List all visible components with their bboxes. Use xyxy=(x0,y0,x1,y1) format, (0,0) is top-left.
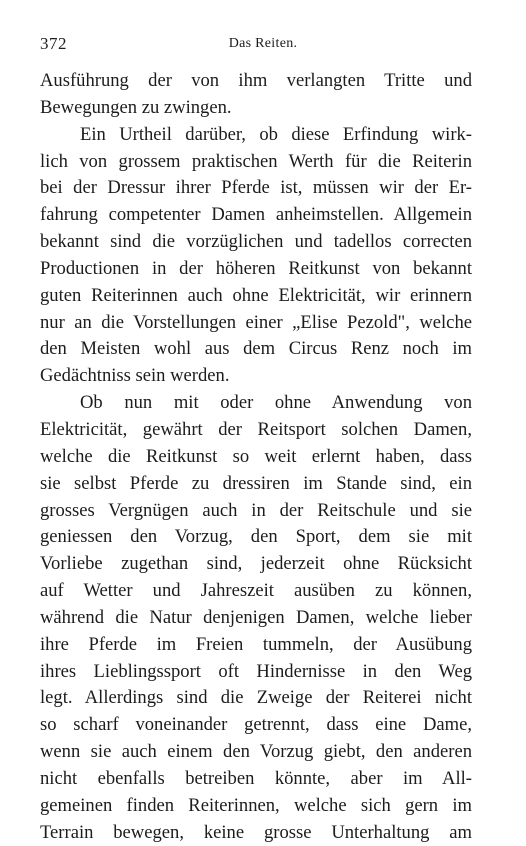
page-header xyxy=(40,34,486,56)
text-line: Bewegungen zu zwingen. xyxy=(40,96,232,118)
text-line: lich von grossem praktischen Werth für die Reiterin xyxy=(40,150,472,172)
text-line: Terrain bewegen, keine grosse Unterhaltung am xyxy=(40,821,472,843)
text-line: so scharf voneinander getrennt, dass eine Dame, xyxy=(40,714,472,736)
text-line: nicht ebenfalls betreiben könnte, aber im All- xyxy=(40,767,472,789)
text-line: auf Wetter und Jahreszeit ausüben zu können, xyxy=(40,580,472,602)
text-line: grosses Vergnügen auch in der Reitschule und sie xyxy=(40,499,472,521)
running-head: Das Reiten. xyxy=(228,36,298,51)
text-line: Ob nun mit oder ohne Anwendung von xyxy=(80,392,472,414)
text-line: bekannt sind die vorzüglichen und tadellos correcten xyxy=(40,231,472,253)
text-line: bei der Dressur ihrer Pferde ist, müssen wir der Er- xyxy=(40,177,472,199)
text-line: ihres Lieblingssport oft Hindernisse in den Weg xyxy=(40,660,472,682)
text-line: Ein Urtheil darüber, ob diese Erfindung wirk- xyxy=(80,123,472,145)
text-line: den Meisten wohl aus dem Circus Renz noch im xyxy=(40,338,472,360)
text-line: wenn sie auch einem den Vorzug giebt, den anderen xyxy=(40,741,472,763)
text-line: während die Natur denjenigen Damen, welche lieber xyxy=(40,606,472,628)
text-line: geniessen den Vorzug, den Sport, dem sie mit xyxy=(40,526,472,548)
text-line: nur an die Vorstellungen einer „Elise Pezold", welche xyxy=(40,311,472,333)
text-line: gemeinen finden Reiterinnen, welche sich gern im xyxy=(40,794,472,816)
text-line: Gedächtniss sein werden. xyxy=(40,365,230,387)
body-text xyxy=(40,68,472,846)
text-line: fahrung competenter Damen anheimstellen. Allgemein xyxy=(40,204,472,226)
page-number: 372 xyxy=(40,34,67,53)
text-line: Productionen in der höheren Reitkunst von bekannt xyxy=(40,257,472,279)
text-line: Elektricität, gewährt der Reitsport solchen Damen, xyxy=(40,418,472,440)
text-line: welche die Reitkunst so weit erlernt haben, dass xyxy=(40,445,472,467)
text-line: Ausführung der von ihm verlangten Tritte und xyxy=(40,70,472,91)
text-line: legt. Allerdings sind die Zweige der Reiterei nicht xyxy=(40,687,472,709)
text-line: guten Reiterinnen auch ohne Elektricität, wir erinnern xyxy=(40,284,472,306)
text-line: sie selbst Pferde zu dressiren im Stande sind, ein xyxy=(40,472,472,494)
text-line: Vorliebe zugethan sind, jederzeit ohne Rücksicht xyxy=(40,553,472,575)
text-line: ihre Pferde im Freien tummeln, der Ausübung xyxy=(40,633,472,655)
